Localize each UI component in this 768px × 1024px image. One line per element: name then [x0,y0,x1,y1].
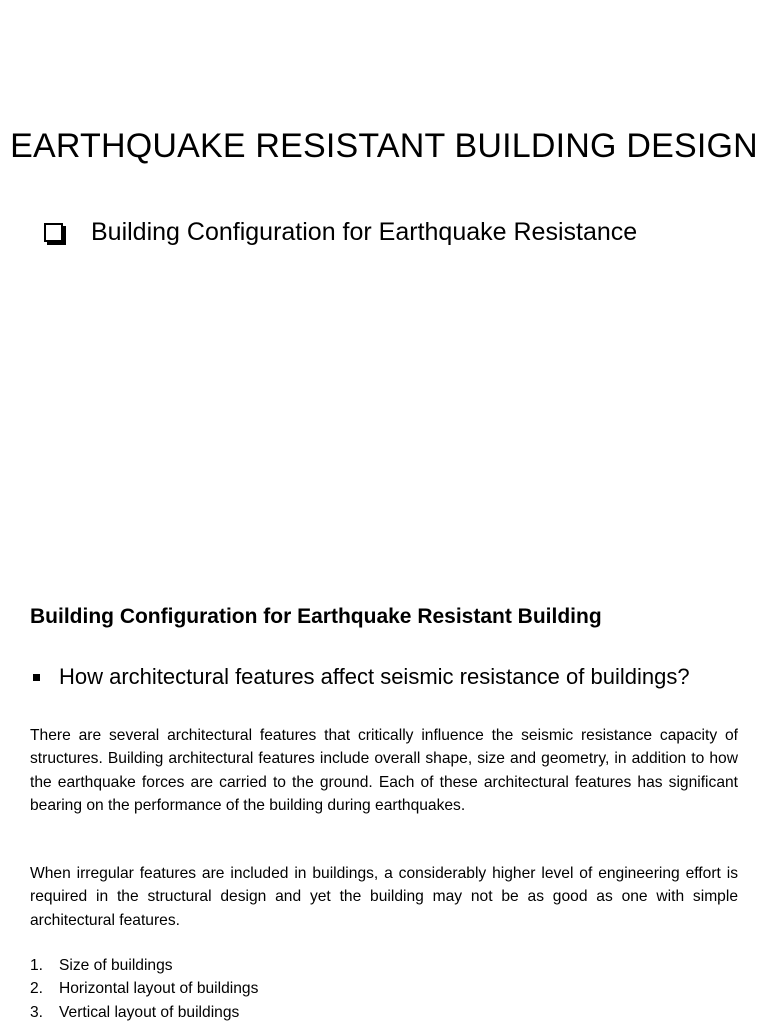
subtitle-bullet-text: Building Configuration for Earthquake Resistance [91,218,638,246]
question-bullet [30,660,690,694]
list-item [30,954,258,977]
list-item-number: 2. [30,980,44,998]
list-item-number: 1. [30,957,44,974]
list-item-number: 3. [30,1003,44,1021]
question-text: How architectural features affect seismic resistance of buildings? [59,664,690,689]
list-item [30,1001,258,1024]
list-item-text: Horizontal layout of buildings [59,980,259,998]
square-bullet-icon [33,674,40,681]
subtitle-bullet [40,214,637,250]
numbered-list [30,954,258,1024]
section-heading: Building Configuration for Earthquake Resistant Building [30,605,602,628]
paragraph-irregular-features: When irregular features are included in buildings, a considerably higher level of engineering effort is required in the structural design and yet the building may not be as good as one with simple architectural features. [30,865,738,929]
list-item [30,977,258,1000]
paragraph-architectural-features: There are several architectural features that critically influence the seismic resistance capacity of structures. Building architectural features include overall shape, size and geometry, in addition to how the earthquake forces are carried to the ground. Each of these architectural features has significant bearing on the performance of the building during earthquakes. [30,727,738,814]
slide-title: EARTHQUAKE RESISTANT BUILDING DESIGN [10,127,758,165]
list-item-text: Vertical layout of buildings [59,1003,240,1021]
list-item-text: Size of buildings [59,957,173,974]
checkbox-square-icon [44,223,63,242]
